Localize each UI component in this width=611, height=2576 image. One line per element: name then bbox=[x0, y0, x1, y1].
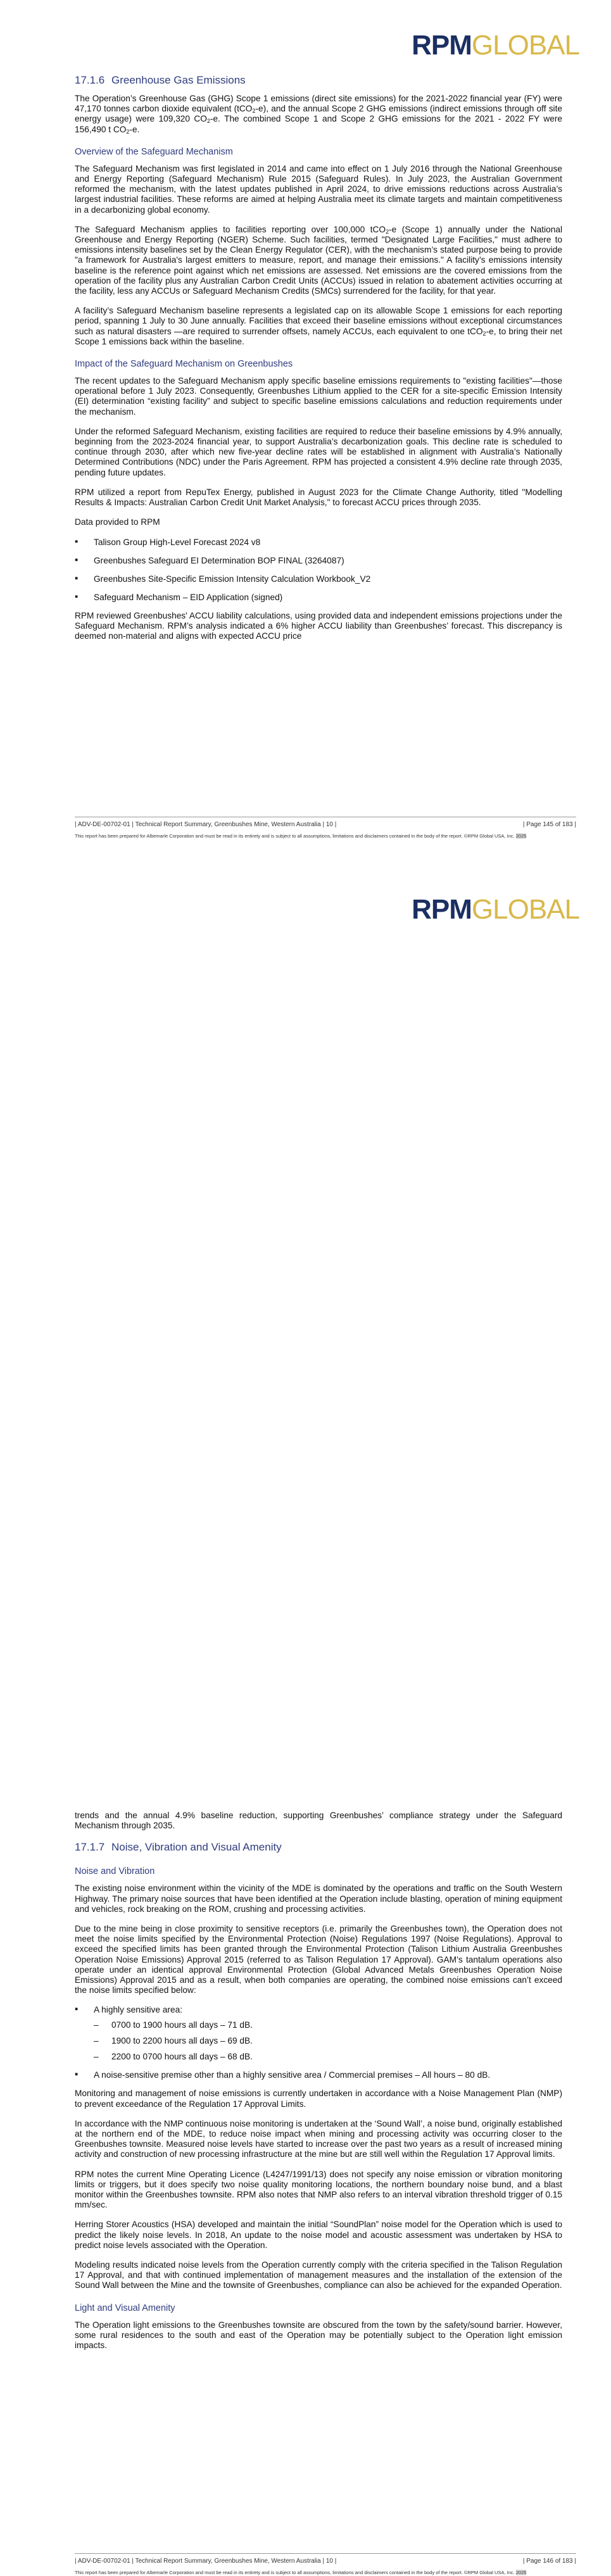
logo-global: GLOBAL bbox=[471, 894, 579, 925]
ghg-intro-paragraph: The Operation’s Greenhouse Gas (GHG) Scope 1 emissions (direct site emissions) for the 2021-2022 financial year (FY) were 47,170 tonnes carbon dioxide equivalent (tCO$_2$-e), and the annual Scope 2 GHG emissions (indirect emissions through off site energy usage) were 109,320 $CO_2-e$. The combined Scope 1 and Scope 2 GHG emissions for the 2021 - 2022 FY were 156,490 t $CO_2-e$. bbox=[75, 94, 563, 135]
page-146-footer bbox=[75, 2553, 576, 2576]
noise-paragraph-2: Due to the mine being in close proximity to sensitive receptors (i.e. primarily the Greenbushes town), the Operation does not meet the noise limits specified by the Environmental Protection (Noise) Regulations 1997 (Noise Regulations). Approval to exceed the specified limits has been granted through the Environmental Protection (Talison Lithium Australia Greenbushes Operation Noise Emissions) Approval 2015 (referred to as Talison Regulation 17 Approval). GAM’s tantalum operations also operate under an identical approval Environmental Protection (Global Advanced Metals Greenbushes Operation Noise Emissions) Approval 2015 and as a result, when both companies are operating, the combined noise emissions can’t exceed the noise limits specified below: bbox=[75, 1924, 562, 1995]
impact-heading: Impact of the Safeguard Mechanism on Greenbushes bbox=[75, 359, 293, 370]
noise-paragraph-1: The existing noise environment within the vicinity of the MDE is dominated by the operations and traffic on the South Western Highway. The primary noise sources that have been identified at the Operation include blasting, operation of mining equipment and vehicles, rock breaking on the ROM, crushing and processing activities. bbox=[75, 1883, 562, 1914]
noise-heading: Noise and Vibration bbox=[75, 1866, 155, 1877]
section-title: Greenhouse Gas Emissions bbox=[111, 74, 246, 86]
footer-page-number: | Page 146 of 183 | bbox=[522, 2558, 576, 2565]
list-item: – 2200 to 0700 hours all days – 68 dB. bbox=[94, 2052, 562, 2062]
impact-paragraph-3: RPM utilized a report from RepuTex Energy, published in August 2023 for the Climate Change Authority, titled "Modelling Results & Impacts: Australian Carbon Credit Unit Market Analysis," to forecast ACCU prices through 2035. bbox=[75, 487, 562, 508]
footer-page-number: | Page 145 of 183 | bbox=[522, 821, 576, 828]
overview-paragraph-3: A facility’s Safeguard Mechanism baseline represents a legislated cap on its allowable Scope 1 emissions for each reporting period, spanning 1 July to 30 June annually. Facilities that exceed their baseline emissions without exceptional circumstances such as natural disasters —are required to surrender offsets, namely ACCUs, each equivalent to one tCO$_2$-e, to bring their net Scope 1 emissions back within the baseline. bbox=[75, 306, 562, 346]
impact-paragraph-1: The recent updates to the Safeguard Mechanism apply specific baseline emissions requirements to "existing facilities"—those operational before 1 July 2023. Consequently, Greenbushes Lithium applied to the CER for a site-specific Emission Intensity (EI) determination “existing facility” and subject to specific baseline emissions calculations and reduction requirements under the mechanism. bbox=[75, 376, 562, 417]
rpm-global-logo bbox=[412, 896, 579, 924]
list-item: – 1900 to 2200 hours all days – 69 dB. bbox=[94, 2036, 562, 2046]
data-provided-label: Data provided to RPM bbox=[75, 517, 160, 527]
list-item: ▪ Greenbushes Safeguard EI Determination BOP FINAL (3264087) bbox=[75, 556, 562, 566]
list-item: ▪ A highly sensitive area: – 0700 to 1900 hours all days – 71 dB. – 1900 to 2200 hours all days – 69 dB. – 2200 to 0700 hours all days – 68 dB. bbox=[75, 2005, 562, 2062]
closing-paragraph: RPM reviewed Greenbushes' ACCU liability calculations, using provided data and independent emissions projections under the Safeguard Mechanism. RPM’s analysis indicated a 6% higher ACCU liability than Greenbushes’ forecast. This discrepancy is deemed non-material and aligns with expected ACCU price bbox=[75, 610, 562, 641]
footer-rule bbox=[75, 2553, 576, 2554]
impact-paragraph-2: Under the reformed Safeguard Mechanism, existing facilities are required to reduce their baseline emissions by 4.9% annually, beginning from the 2023-2024 financial year, to support Australia’s decarbonization goals. This decline rate is scheduled to continue through 2030, after which new five-year decline rates will be established in alignment with Australia’s Nationally Determined Contributions (NDC) under the Paris Agreement. RPM has projected a consistent 4.9% decline rate through 2035, pending future updates. bbox=[75, 426, 562, 477]
sensitive-limits-sublist bbox=[94, 2020, 562, 2062]
noise-paragraph-3: Monitoring and management of noise emissions is currently undertaken in accordance with a Noise Management Plan (NMP) to prevent exceedance of the Regulation 17 Approval Limits. bbox=[75, 2089, 562, 2109]
list-item: ▪ Greenbushes Site-Specific Emission Intensity Calculation Workbook_V2 bbox=[75, 574, 562, 584]
logo-global: GLOBAL bbox=[471, 30, 579, 61]
overview-paragraph-2: The Safeguard Mechanism applies to facilities reporting over 100,000 tCO$_2$-e (Scope 1) annually under the National Greenhouse and Energy Reporting (NGER) Scheme. Such facilities, termed "Designated Large Facilities," must adhere to emissions intensity baselines set by the Clean Energy Regulator (CER), with the mechanism’s stated purpose being to provide "a framework for Australia's largest emitters to measure, report, and manage their emissions." A facility’s emissions intensity baseline is the reference point against which net emissions are assessed. Net emissions are the covered emissions from the operation of the facility plus any Australian Carbon Credit Units (ACCUs) issued in relation to abatement activities occurring at the facility, less any ACCUs or Safeguard Mechanism Credits (SMCs) surrendered for the facility, for that year. bbox=[75, 224, 562, 296]
footer-year: 2025 bbox=[515, 2570, 527, 2575]
light-heading: Light and Visual Amenity bbox=[75, 2303, 175, 2313]
footer-disclaimer: This report has been prepared for Albemarle Corporation and must be read in its entirety and is subject to all assumptions, limitations and disclaimers contained in the body of the report. ©RPM Global USA, Inc. 2025 bbox=[75, 2570, 527, 2575]
noise-limits-list bbox=[75, 2005, 562, 2080]
page-145 bbox=[0, 0, 611, 864]
page-145-footer bbox=[75, 817, 576, 839]
data-provided-list bbox=[75, 537, 562, 603]
logo-rpm: RPM bbox=[412, 30, 472, 61]
section-number: 17.1.7 bbox=[75, 1841, 105, 1854]
page-145-body bbox=[75, 73, 562, 651]
page-146-body bbox=[75, 1811, 562, 2360]
continuation-paragraph: trends and the annual 4.9% baseline reduction, supporting Greenbushes’ compliance strategy under the Safeguard Mechanism through 2035. bbox=[75, 1811, 562, 1831]
list-item: – 0700 to 1900 hours all days – 71 dB. bbox=[94, 2020, 562, 2030]
section-heading-17-1-6 bbox=[75, 73, 562, 87]
rpm-global-logo bbox=[412, 32, 579, 60]
noise-paragraph-5: RPM notes the current Mine Operating Licence (L4247/1991/13) does not specify any noise emission or vibration monitoring limits or triggers, but it does specify two noise quality monitoring locations, the northern boundary noise bund, and a blast monitor within the Greenbushes townsite. RPM also notes that NMP also refers to an interval vibration threshold trigger of 0.15 mm/sec. bbox=[75, 2169, 562, 2210]
noise-paragraph-6: Herring Storer Acoustics (HSA) developed and maintain the initial “SoundPlan” noise model for the Operation which is used to predict the likely noise levels. In 2018, An update to the noise model and acoustic assessment was undertaken by HSA to predict noise levels associated with the Operation. bbox=[75, 2220, 562, 2250]
section-number: 17.1.6 bbox=[75, 74, 105, 86]
list-item: ▪ Talison Group High-Level Forecast 2024 v8 bbox=[75, 537, 562, 548]
overview-paragraph-1: The Safeguard Mechanism was first legislated in 2014 and came into effect on 1 July 2016 through the National Greenhouse and Energy Reporting (Safeguard Mechanism) Rule 2015 (Safeguard Rules). In July 2023, the Australian Government reformed the mechanism, with the latest updates published in April 2024, to drive emissions reductions across Australia’s largest industrial facilities. These reforms are aimed at helping Australia meet its climate targets and maintain competitiveness in a decarbonizing global economy. bbox=[75, 163, 562, 215]
noise-paragraph-4: In accordance with the NMP continuous noise monitoring is undertaken at the ‘Sound Wall’, a noise bund, originally established at the northern end of the MDE, to reduce noise impact when mining and processing activity was occurring closer to the Greenbushes townsite. Measured noise levels have started to increase over the past two years as a result of increased mining activity and construction of new processing infrastructure at the mine but are still well within the Regulation 17 Approval limits. bbox=[75, 2118, 562, 2159]
noise-paragraph-7: Modeling results indicated noise levels from the Operation currently comply with the criteria specified in the Talison Regulation 17 Approval, and that with continued implementation of management measures and the installation of the extension of the Sound Wall between the Mine and the townsite of Greenbushes, compliance can also be achieved for the expanded Operation. bbox=[75, 2260, 562, 2290]
footer-disclaimer: This report has been prepared for Albemarle Corporation and must be read in its entirety and is subject to all assumptions, limitations and disclaimers contained in the body of the report. ©RPM Global USA, Inc. 2025 bbox=[75, 833, 527, 839]
light-paragraph-1: The Operation light emissions to the Greenbushes townsite are obscured from the town by the safety/sound barrier. However, some rural residences to the south and east of the Operation may be potentially subject to the Operation light emission impacts. bbox=[75, 2320, 562, 2351]
overview-heading: Overview of the Safeguard Mechanism bbox=[75, 146, 233, 157]
footer-doc-info: | ADV-DE-00702-01 | Technical Report Summary, Greenbushes Mine, Western Australia | 10 | bbox=[75, 821, 337, 828]
footer-year: 2025 bbox=[515, 833, 527, 839]
logo-rpm: RPM bbox=[412, 894, 472, 925]
list-item: ▪ A noise-sensitive premise other than a highly sensitive area / Commercial premises – All hours – 80 dB. bbox=[75, 2070, 562, 2080]
section-title: Noise, Vibration and Visual Amenity bbox=[111, 1841, 282, 1854]
list-item: ▪ Safeguard Mechanism – EID Application (signed) bbox=[75, 593, 562, 603]
footer-doc-info: | ADV-DE-00702-01 | Technical Report Summary, Greenbushes Mine, Western Australia | 10 | bbox=[75, 2558, 337, 2565]
page-146 bbox=[0, 864, 611, 2575]
section-heading-17-1-7 bbox=[75, 1840, 562, 1854]
